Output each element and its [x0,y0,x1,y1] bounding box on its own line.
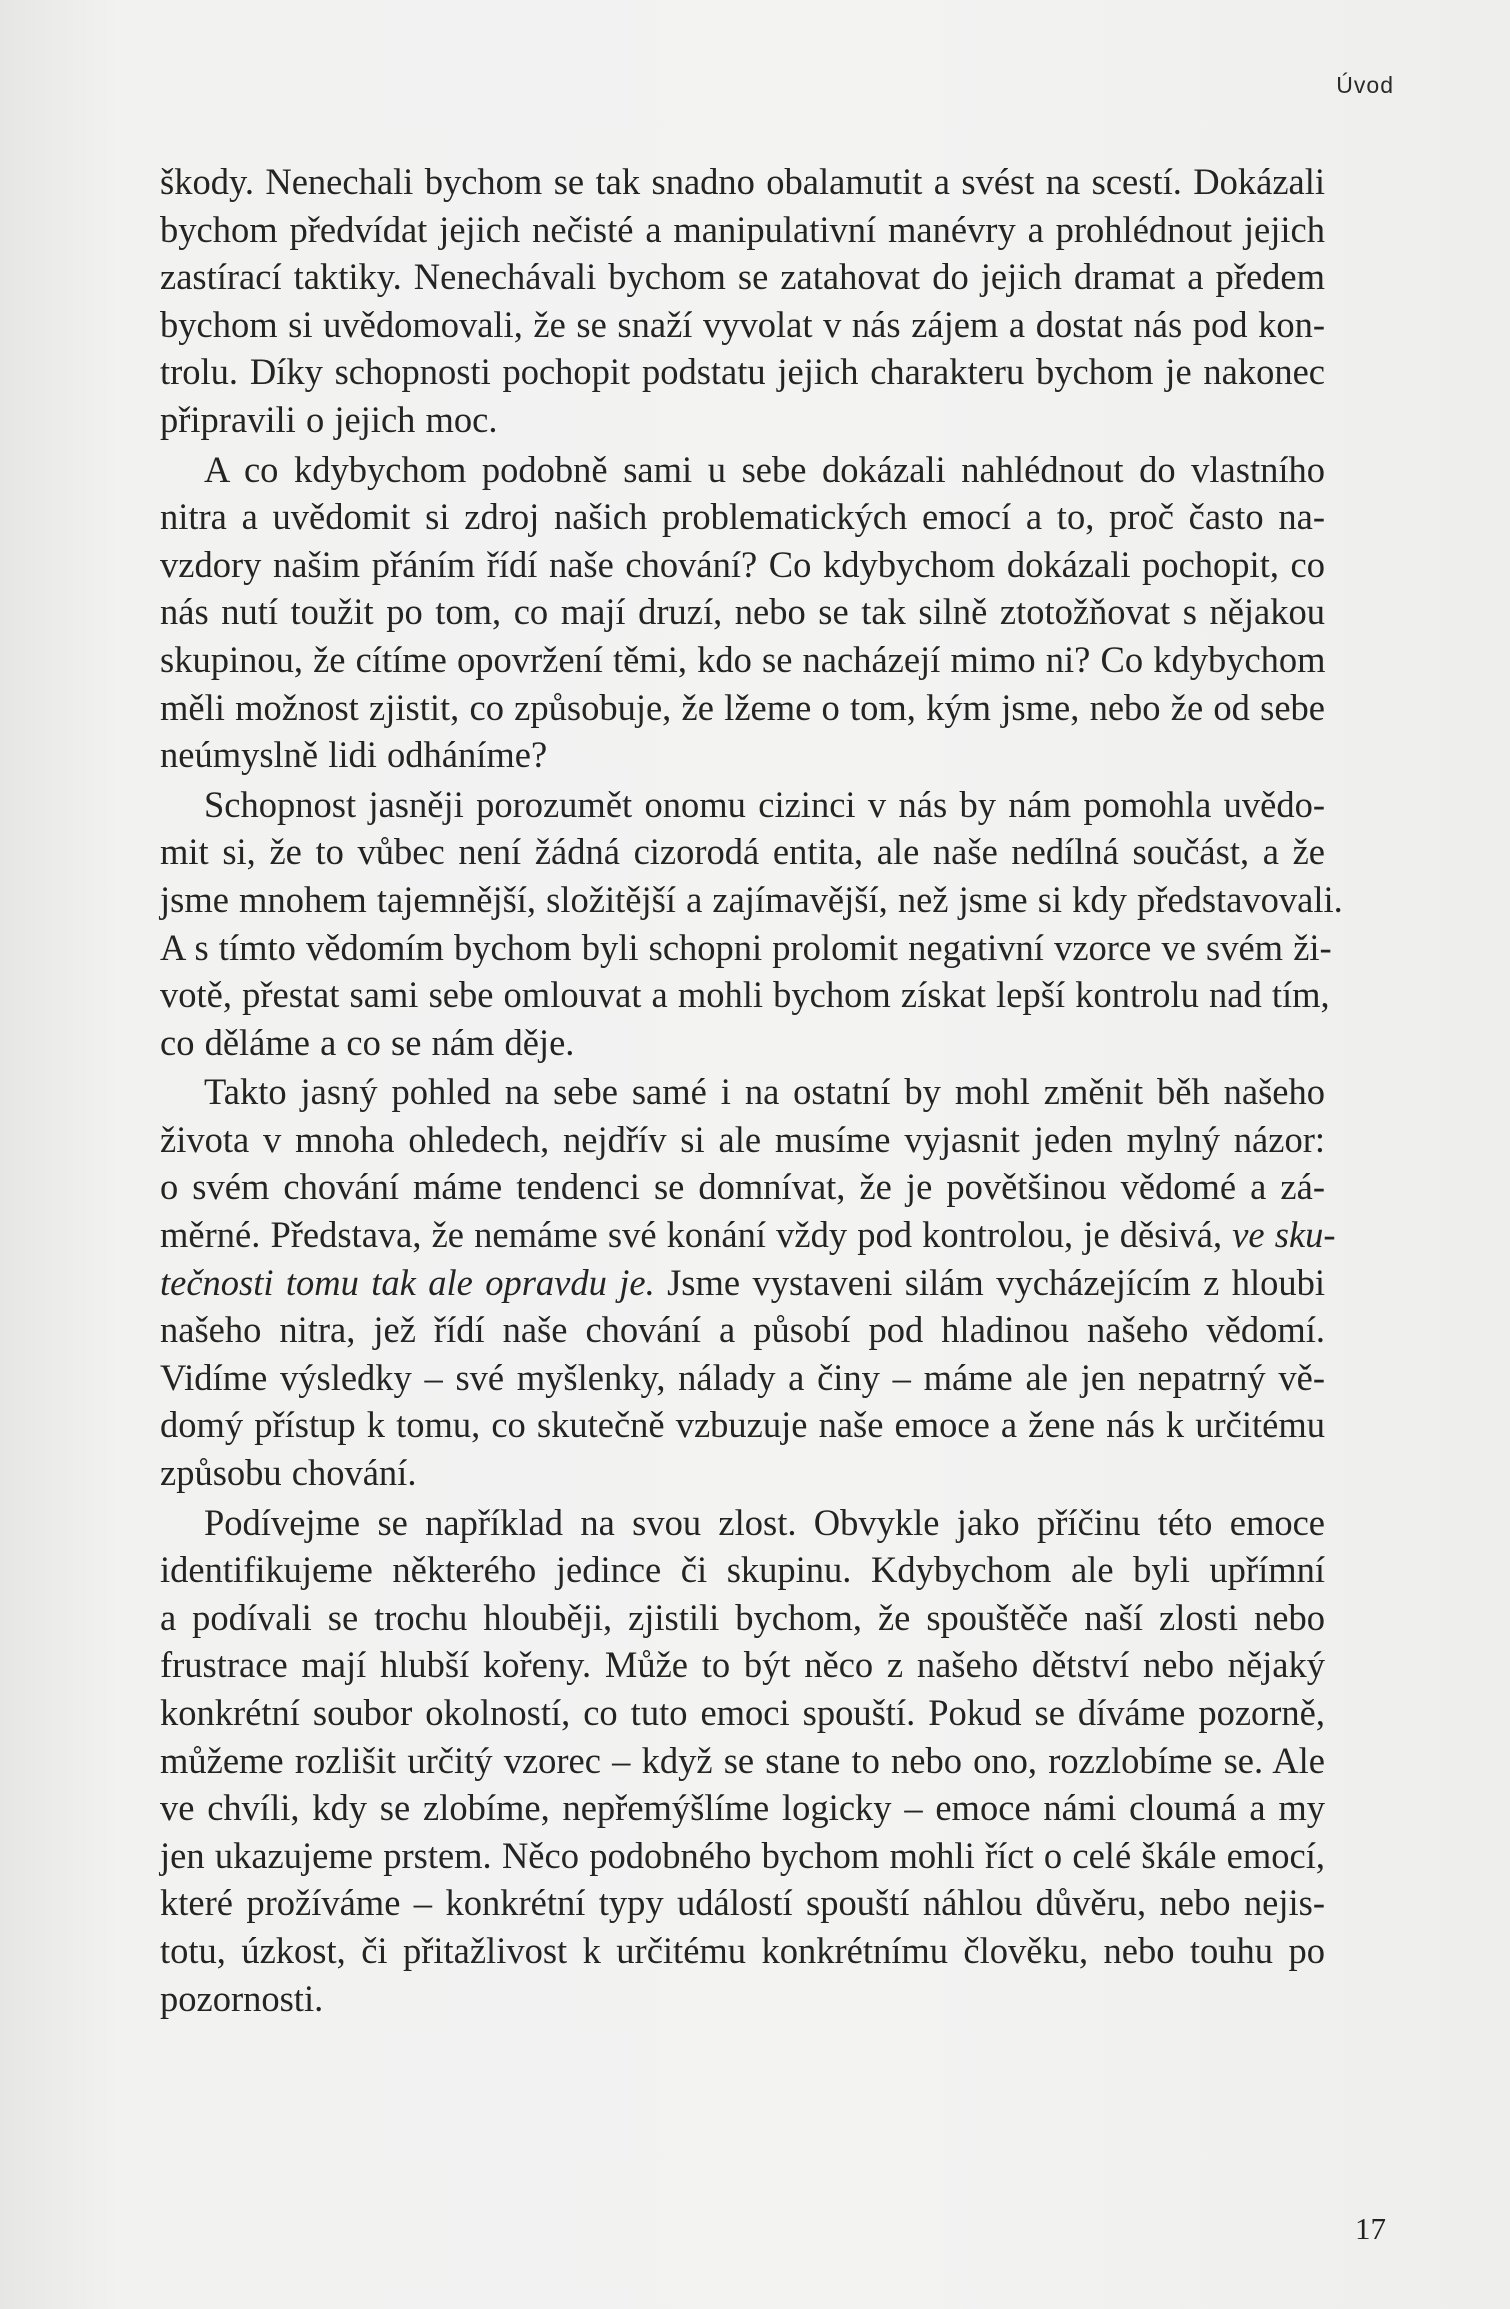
text-line: konkrétní soubor okolností, co tuto emoci spouští. Pokud se díváme pozorně, [160,1692,1325,1733]
page-number: 17 [1355,2211,1386,2246]
text-line: zastírací taktiky. Nenechávali bychom se zatahovat do jejich dramat a předem [160,256,1325,298]
text-line: bychom předvídat jejich nečisté a manipulativní manévry a prohlédnout jejich [160,208,1325,250]
text-line: domý přístup k tomu, co skutečně vzbuzuje naše emoce a žene nás k určitému [160,1404,1325,1446]
text-line: ve chvíli, kdy se zlobíme, nepřemýšlíme logicky – emoce námi cloumá a my [160,1787,1325,1829]
text-line: které prožíváme – konkrétní typy událostí spouští náhlou důvěru, nebo nejis- [160,1882,1325,1924]
text-line: Vidíme výsledky – své myšlenky, nálady a činy – máme ale jen nepatrný vě- [160,1356,1325,1398]
text-line: mit si, že to vůbec není žádná cizorodá entita, ale naše nedílná součást, a že [160,831,1325,873]
text-line: neúmyslně lidi odháníme? [160,734,548,776]
text-line-start: měrné. Představa, že nemáme své konání vždy pod kontrolou, je děsivá, [160,1214,1233,1256]
text-line: co děláme a co se nám děje. [160,1021,575,1063]
paragraph-4 [160,1068,1336,1496]
paragraph-1 [160,158,1325,444]
text-line: života v mnoha ohledech, nejdřív si ale musíme vyjasnit jeden mylný názor: [160,1118,1325,1160]
text-line: připravili o jejich moc. [160,398,498,440]
text-line: Podívejme se například na svou zlost. Obvykle jako příčinu této emoce [204,1501,1325,1543]
italic-emphasis: tečnosti tomu tak ale opravdu je. [160,1261,655,1303]
text-line: vzdory našim přáním řídí naše chování? Co kdybychom dokázali pochopit, co [160,543,1325,585]
text-line: trolu. Díky schopnosti pochopit podstatu jejich charakteru bychom je nakonec [160,351,1325,393]
text-line [160,1259,1325,1307]
text-line: A s tímto vědomím bychom byli schopni prolomit negativní vzorce ve svém ži- [160,926,1332,968]
text-line: votě, přestat sami sebe omlouvat a mohli bychom získat lepší kontrolu nad tím, [160,974,1330,1016]
text-line: měli možnost zjistit, co způsobuje, že lžeme o tom, kým jsme, nebo že od sebe [160,686,1325,728]
text-line: A co kdybychom podobně sami u sebe dokázali nahlédnout do vlastního [204,448,1325,490]
text-line: Takto jasný pohled na sebe samé i na ostatní by mohl změnit běh našeho [204,1071,1325,1113]
text-line: našeho nitra, jež řídí naše chování a působí pod hladinou našeho vědomí. [160,1309,1325,1351]
text-line: nitra a uvědomit si zdroj našich problematických emocí a to, proč často na- [160,496,1325,538]
italic-emphasis: ve sku- [1232,1214,1336,1256]
body-text [160,158,1343,2022]
text-line: bychom si uvědomovali, že se snaží vyvolat v nás zájem a dostat nás pod kon- [160,303,1325,345]
text-line [160,1211,1336,1259]
text-line: o svém chování máme tendenci se domnívat, že je povětšinou vědomé a zá- [160,1166,1325,1208]
text-line: jsme mnohem tajemnější, složitější a zajímavější, než jsme si kdy představovali. [160,878,1343,920]
text-line: nás nutí toužit po tom, co mají druzí, nebo se tak silně ztotožňovat s nějakou [160,591,1325,633]
text-line: Schopnost jasněji porozumět onomu cizinci v nás by nám pomohla uvědo- [204,783,1325,825]
text-line: a podívali se trochu hlouběji, zjistili bychom, že spouštěče naší zlosti nebo [160,1596,1325,1638]
text-line: můžeme rozlišit určitý vzorec – když se stane to nebo ono, rozzlobíme se. Ale [160,1739,1325,1781]
text-line: totu, úzkost, či přitažlivost k určitému konkrétnímu člověku, nebo touhu po [160,1929,1325,1971]
text-line: skupinou, že cítíme opovržení těmi, kdo se nacházejí mimo ni? Co kdybychom [160,638,1326,680]
text-line: identifikujeme některého jedince či skupinu. Kdybychom ale byli upřímní [160,1549,1325,1591]
paragraph-2 [160,446,1325,779]
running-head: Úvod [1336,72,1394,98]
text-line-rest: Jsme vystaveni silám vycházejícím z hloubi [654,1261,1325,1303]
text-line: frustrace mají hlubší kořeny. Může to být něco z našeho dětství nebo nějaký [160,1644,1325,1686]
text-line: pozornosti. [160,1977,324,2019]
text-line: jen ukazujeme prstem. Něco podobného bychom mohli říct o celé škále emocí, [160,1834,1325,1876]
paragraph-3 [160,781,1343,1067]
text-line: škody. Nenechali bychom se tak snadno obalamutit a svést na scestí. Dokázali [160,161,1325,202]
text-line: způsobu chování. [160,1452,417,1494]
paragraph-5 [160,1499,1325,2023]
